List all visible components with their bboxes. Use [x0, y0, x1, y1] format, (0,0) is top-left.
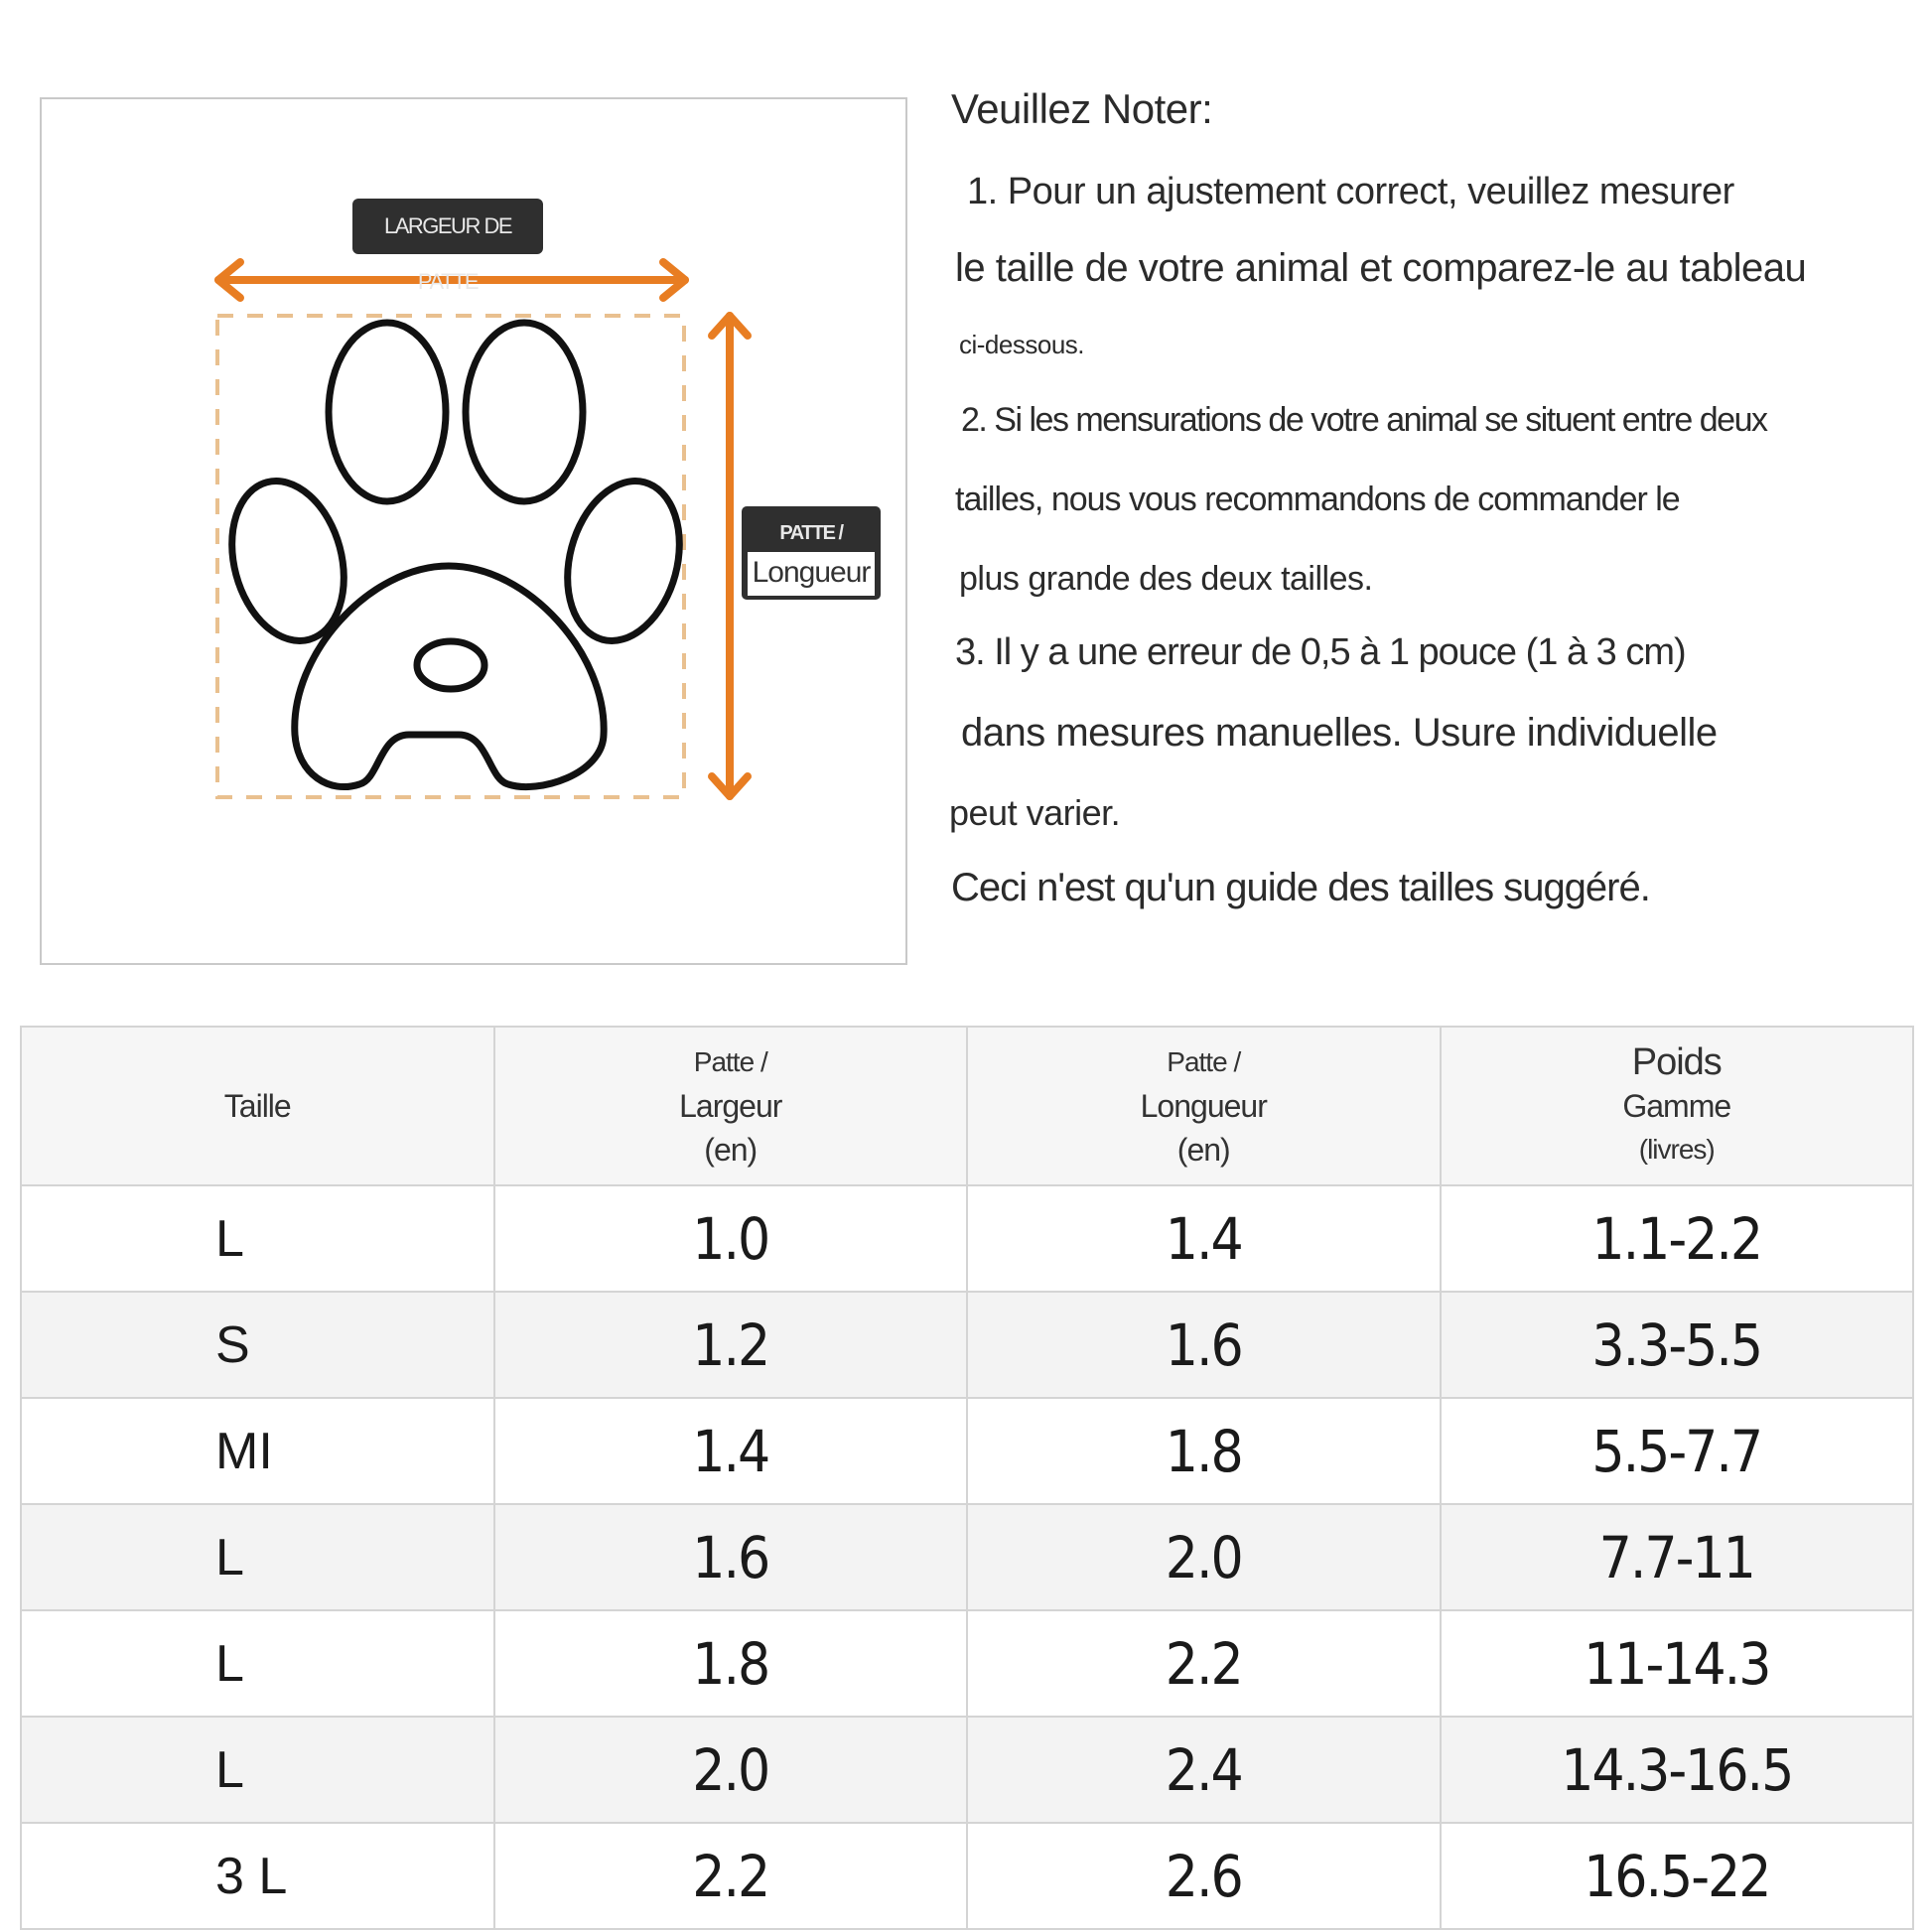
- cell-size: S: [21, 1292, 494, 1398]
- cell-width: 1.8: [494, 1610, 968, 1717]
- cell-weight: 5.5-7.7: [1441, 1398, 1914, 1504]
- table-row: [21, 1717, 1913, 1823]
- cell-weight: 16.5-22: [1441, 1823, 1914, 1929]
- cell-weight: 14.3-16.5: [1441, 1717, 1914, 1823]
- note-line: peut varier.: [949, 792, 1121, 833]
- note-line: plus grande des deux tailles.: [959, 560, 1373, 598]
- note-line: 1. Pour un ajustement correct, veuillez mesurer: [967, 171, 1734, 212]
- width-label: LARGEUR DE PATTE: [352, 199, 543, 254]
- toe-pad: [466, 323, 583, 501]
- cell-width: 1.4: [494, 1398, 968, 1504]
- header-text: Longueur: [1140, 1088, 1267, 1124]
- header-text: Taille: [223, 1088, 291, 1124]
- toe-pad: [551, 469, 697, 653]
- cell-size: 3 L: [21, 1823, 494, 1929]
- cell-width: 1.6: [494, 1504, 968, 1610]
- table-row: [21, 1398, 1913, 1504]
- table-row: [21, 1610, 1913, 1717]
- header-paw-width: [494, 1027, 968, 1185]
- toe-pad: [329, 323, 446, 501]
- table-row: [21, 1292, 1913, 1398]
- cell-weight: 1.1-2.2: [1441, 1185, 1914, 1292]
- cell-size: L: [21, 1504, 494, 1610]
- cell-length: 2.2: [967, 1610, 1441, 1717]
- size-table: [20, 1026, 1914, 1930]
- header-text: Poids: [1631, 1041, 1722, 1083]
- header-text: Patte /: [693, 1046, 767, 1077]
- cell-width: 1.2: [494, 1292, 968, 1398]
- table-row: [21, 1504, 1913, 1610]
- cell-weight: 7.7-11: [1441, 1504, 1914, 1610]
- cell-width: 2.2: [494, 1823, 968, 1929]
- note-line: 2. Si les mensurations de votre animal se situent entre deux: [961, 401, 1767, 439]
- note-line: 3. Il y a une erreur de 0,5 à 1 pouce (1 à 3 cm): [955, 631, 1686, 673]
- length-label: [742, 506, 881, 600]
- header-text: (livres): [1638, 1134, 1715, 1165]
- header-text: (en): [1176, 1132, 1230, 1168]
- note-line: ci-dessous.: [959, 330, 1084, 359]
- table-row: [21, 1185, 1913, 1292]
- table-header-row: [21, 1027, 1913, 1185]
- cell-size: L: [21, 1717, 494, 1823]
- cell-length: 2.0: [967, 1504, 1441, 1610]
- header-paw-length: [967, 1027, 1441, 1185]
- header-size: [21, 1027, 494, 1185]
- cell-length: 1.8: [967, 1398, 1441, 1504]
- note-line: Ceci n'est qu'un guide des tailles suggéré.: [951, 866, 1650, 909]
- header-text: Largeur: [679, 1088, 782, 1124]
- cell-size: L: [21, 1185, 494, 1292]
- cell-size: L: [21, 1610, 494, 1717]
- length-label-top: PATTE /: [779, 522, 843, 544]
- note-line: le taille de votre animal et comparez-le au tableau: [955, 246, 1807, 290]
- cell-width: 2.0: [494, 1717, 968, 1823]
- header-text: (en): [704, 1132, 758, 1168]
- paw-measurement-diagram: [40, 97, 907, 965]
- note-line: dans mesures manuelles. Usure individuelle: [961, 711, 1718, 755]
- pad-center: [417, 641, 484, 689]
- note-line: tailles, nous vous recommandons de commander le: [955, 481, 1680, 518]
- cell-size: MI: [21, 1398, 494, 1504]
- cell-length: 2.6: [967, 1823, 1441, 1929]
- cell-length: 1.4: [967, 1185, 1441, 1292]
- header-text: Patte /: [1167, 1046, 1241, 1077]
- length-label-bottom: Longueur: [748, 552, 875, 596]
- cell-weight: 3.3-5.5: [1441, 1292, 1914, 1398]
- cell-length: 2.4: [967, 1717, 1441, 1823]
- header-text: Gamme: [1622, 1088, 1731, 1124]
- cell-weight: 11-14.3: [1441, 1610, 1914, 1717]
- notes-title: Veuillez Noter:: [951, 85, 1213, 132]
- table-row: [21, 1823, 1913, 1929]
- header-weight-range: [1441, 1027, 1914, 1185]
- cell-length: 1.6: [967, 1292, 1441, 1398]
- cell-width: 1.0: [494, 1185, 968, 1292]
